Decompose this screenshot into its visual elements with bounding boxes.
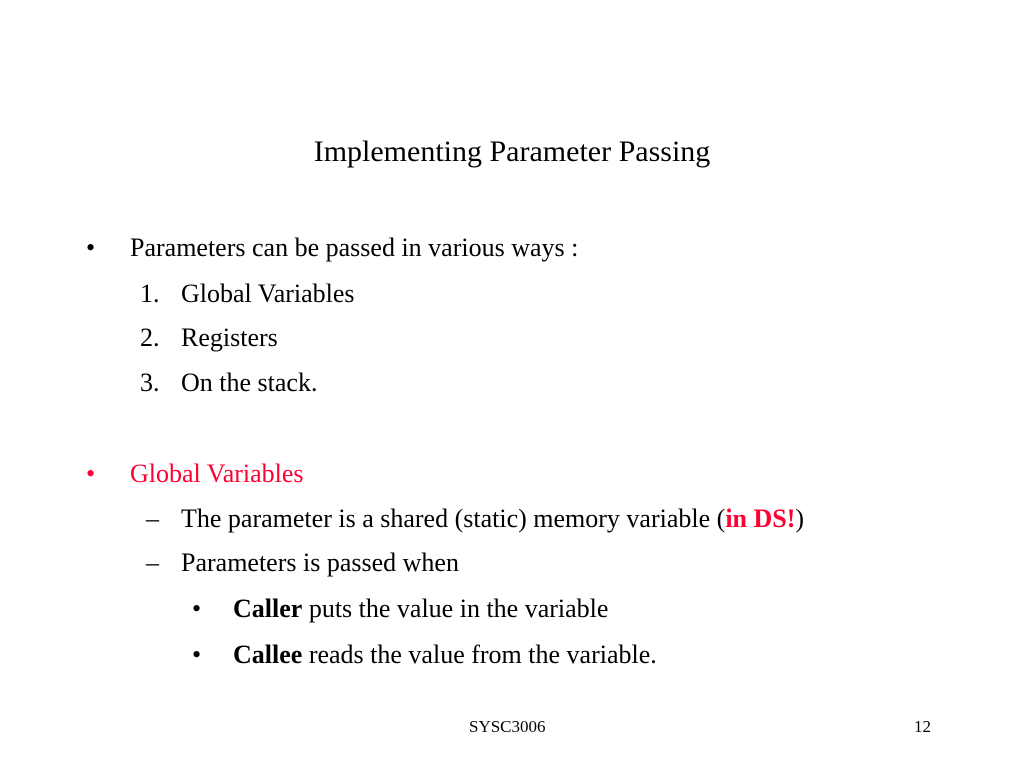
bullet-parameters-ways: Parameters can be passed in various ways : bbox=[130, 233, 579, 262]
bullet-global-variables: Global Variables bbox=[130, 459, 304, 488]
sub-bullet-shared-memory bbox=[181, 502, 804, 536]
page-number: 12 bbox=[914, 717, 931, 736]
list-item-on-the-stack: On the stack. bbox=[181, 368, 318, 397]
list-number: 3. bbox=[140, 368, 160, 397]
dash-marker: – bbox=[146, 504, 159, 533]
list-number: 2. bbox=[140, 323, 160, 352]
bullet-marker: • bbox=[192, 594, 202, 623]
list-item-registers: Registers bbox=[181, 323, 278, 352]
list-number: 1. bbox=[140, 279, 160, 308]
in-ds-highlight: in DS! bbox=[725, 504, 796, 533]
sub-sub-bullet-callee bbox=[233, 638, 657, 672]
slide-title: Implementing Parameter Passing bbox=[313, 135, 711, 168]
caller-term: Caller bbox=[233, 594, 303, 623]
callee-term: Callee bbox=[233, 640, 303, 669]
bullet-marker: • bbox=[192, 640, 202, 669]
footer-course: SYSC3006 bbox=[469, 717, 546, 736]
sub-bullet-text: The parameter is a shared (static) memory variable ( bbox=[181, 504, 726, 533]
sub-sub-bullet-caller bbox=[233, 592, 608, 626]
sub-bullet-passed-when: Parameters is passed when bbox=[181, 548, 459, 577]
sub-bullet-text-end: ) bbox=[795, 504, 805, 533]
bullet-marker: • bbox=[86, 459, 96, 488]
caller-description: puts the value in the variable bbox=[302, 594, 609, 623]
callee-description: reads the value from the variable. bbox=[302, 640, 657, 669]
dash-marker: – bbox=[146, 548, 159, 577]
bullet-marker: • bbox=[86, 233, 96, 262]
list-item-global-variables: Global Variables bbox=[181, 279, 355, 308]
